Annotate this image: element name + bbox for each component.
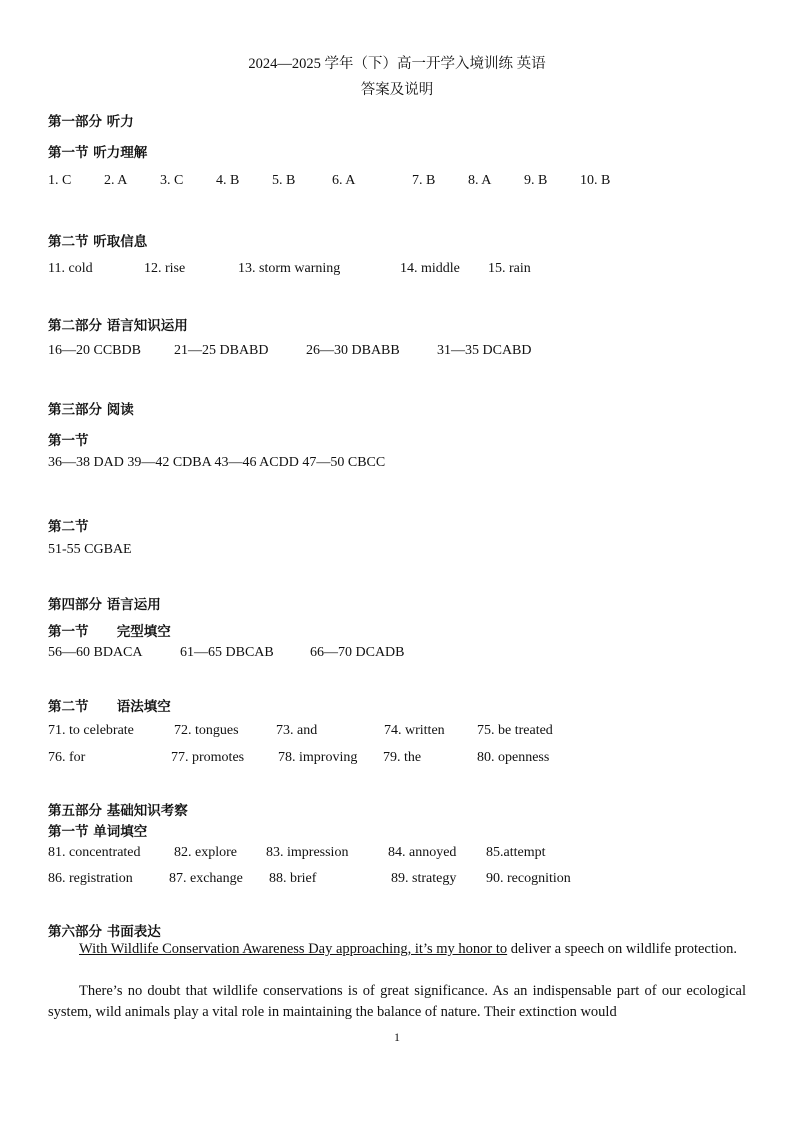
answer-item: 13. storm warning (238, 261, 341, 276)
answer-item: 31—35 DCABD (437, 343, 532, 358)
part6-heading: 第六部分 书面表达 (48, 924, 161, 940)
answer-item: 73. and (276, 723, 318, 738)
answer-item: 71. to celebrate (48, 723, 134, 738)
document-title: 2024—2025 学年（下）高一开学入境训练 英语 (248, 56, 546, 72)
answer-item: 72. tongues (174, 723, 239, 738)
answer-item: 87. exchange (169, 871, 243, 886)
answer-item: 7. B (412, 173, 436, 188)
part4-heading: 第四部分 语言运用 (48, 597, 161, 613)
answer-item: 79. the (383, 750, 422, 765)
part1-heading: 第一部分 听力 (48, 114, 134, 130)
part4-sec1-heading: 第一节 完型填空 (48, 624, 171, 640)
part2-heading: 第二部分 语言知识运用 (48, 318, 188, 334)
part3-heading: 第三部分 阅读 (48, 402, 134, 418)
part1-sec2-heading: 第二节 听取信息 (48, 234, 148, 250)
answer-item: 16—20 CCBDB (48, 343, 141, 358)
part5-sec1-heading: 第一节 单词填空 (48, 824, 148, 840)
answer-item: 82. explore (174, 845, 237, 860)
reading-sec2-answers: 51-55 CGBAE (48, 542, 132, 557)
answer-item: 56—60 BDACA (48, 645, 143, 660)
answer-item: 6. A (332, 173, 356, 188)
answer-item: 83. impression (266, 845, 349, 860)
answer-item: 3. C (160, 173, 184, 188)
answer-item: 88. brief (269, 871, 317, 886)
answer-item: 89. strategy (391, 871, 457, 886)
answer-item: 11. cold (48, 261, 93, 276)
document-subtitle: 答案及说明 (360, 82, 434, 98)
part5-heading: 第五部分 基础知识考察 (48, 803, 188, 819)
answer-item: 81. concentrated (48, 845, 141, 860)
answer-item: 1. C (48, 173, 72, 188)
answer-item: 12. rise (144, 261, 186, 276)
answer-item: 9. B (524, 173, 548, 188)
part3-sec1-heading: 第一节 (48, 433, 89, 449)
answer-item: 78. improving (278, 750, 358, 765)
answer-item: 75. be treated (477, 723, 553, 738)
answer-item: 14. middle (400, 261, 460, 276)
answer-item: 76. for (48, 750, 86, 765)
answer-item: 66—70 DCADB (310, 645, 405, 660)
answer-item: 80. openness (477, 750, 550, 765)
answer-item: 74. written (384, 723, 445, 738)
part4-sec2-heading: 第二节 语法填空 (48, 699, 171, 715)
answer-item: 85.attempt (486, 845, 546, 860)
underlined-phrase: With Wildlife Conservation Awareness Day approaching, it’s my honor to (79, 941, 508, 957)
answer-item: 21—25 DBABD (174, 343, 269, 358)
page-number: 1 (394, 1030, 400, 1044)
essay-paragraph-1 (48, 939, 746, 960)
paragraph-text: deliver a speech on wildlife protection. (507, 941, 738, 957)
answer-item: 4. B (216, 173, 240, 188)
answer-item: 8. A (468, 173, 492, 188)
reading-sec1-answers: 36—38 DAD 39—42 CDBA 43—46 ACDD 47—50 CBCC (48, 455, 386, 470)
answer-item: 77. promotes (171, 750, 245, 765)
answer-item: 84. annoyed (388, 845, 457, 860)
answer-item: 2. A (104, 173, 128, 188)
answer-item: 86. registration (48, 871, 133, 886)
answer-item: 26—30 DBABB (306, 343, 400, 358)
answer-item: 90. recognition (486, 871, 571, 886)
part1-sec1-heading: 第一节 听力理解 (48, 145, 148, 161)
essay-paragraph-2: There’s no doubt that wildlife conservations is of great significance. As an indispensable part of our ecological system, wild animals play a vital role in maintaining the balance of nature. Their extinction would (48, 983, 746, 1020)
answer-item: 61—65 DBCAB (180, 645, 274, 660)
answer-item: 5. B (272, 173, 296, 188)
part3-sec2-heading: 第二节 (48, 519, 89, 535)
answer-item: 10. B (580, 173, 611, 188)
answer-item: 15. rain (488, 261, 531, 276)
